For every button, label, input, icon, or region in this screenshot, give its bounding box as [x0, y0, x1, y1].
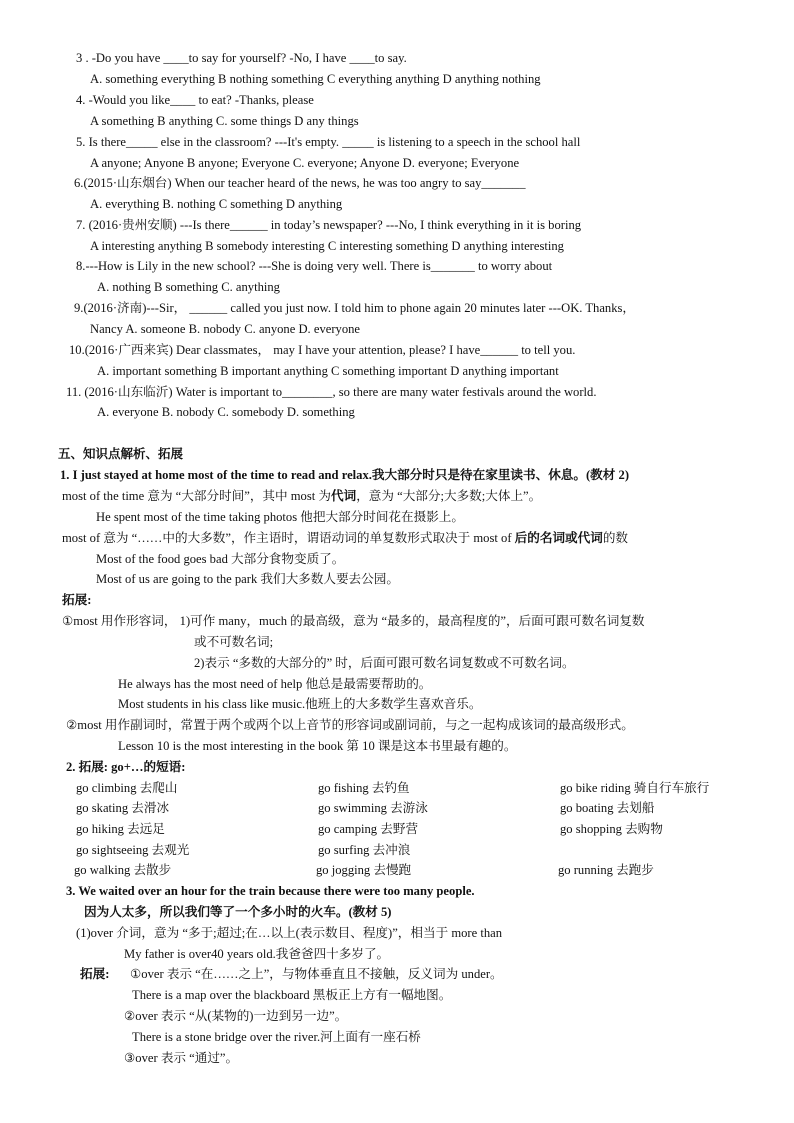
- question-8: 8.---How is Lily in the new school? ---She is doing very well. There is_______ to worry about: [76, 259, 553, 273]
- example-sentence: Most of us are going to the park 我们大多数人要去公园。: [96, 572, 399, 586]
- question-5-options: A anyone; Anyone B anyone; Everyone C. everyone; Anyone D. everyone; Everyone: [90, 156, 520, 170]
- question-3: 3 . -Do you have ____to say for yourself? -No, I have ____to say.: [76, 51, 407, 65]
- question-11: 11. (2016·山东临沂) Water is important to________, so there are many water festivals around the world.: [66, 385, 597, 399]
- phrase: go boating 去划船: [560, 801, 655, 815]
- question-7-options: A interesting anything B somebody interesting C interesting something D anything interesting: [90, 239, 564, 253]
- point-3-explanation: (1)over 介词，意为 “多于;超过;在…以上(表示数目、程度)”，相当于 more than: [76, 926, 503, 940]
- extension-label: 拓展:: [62, 593, 92, 607]
- over-usage-2: ②over 表示 “从(某物的)一边到另一边”。: [124, 1009, 348, 1023]
- example-sentence: Most students in his class like music.他班上的大多数学生喜欢音乐。: [118, 697, 482, 711]
- question-4-options: A something B anything C. some things D any things: [90, 114, 359, 128]
- phrase: go hiking 去远足: [76, 822, 165, 836]
- over-usage-1: ①over 表示 “在……之上”，与物体垂直且不接触，反义词为 under。: [130, 967, 503, 981]
- section-heading: 五、知识点解析、拓展: [58, 446, 184, 461]
- phrase: go swimming 去游泳: [318, 801, 428, 815]
- phrase: go jogging 去慢跑: [316, 863, 412, 877]
- example-sentence: He always has the most need of help 他总是最需要帮助的。: [118, 677, 432, 691]
- example-sentence: Lesson 10 is the most interesting in the book 第 10 课是这本书里最有趣的。: [118, 739, 517, 753]
- question-10: 10.(2016·广西来宾) Dear classmates， may I have your attention, please? I have______ to tell you.: [69, 343, 576, 357]
- phrase: go surfing 去冲浪: [318, 843, 411, 857]
- phrase: go skating 去滑冰: [76, 801, 170, 815]
- question-6: 6.(2015·山东烟台) When our teacher heard of the news, he was too angry to say_______: [74, 176, 526, 190]
- text: most of the time 意为 “大部分时间”，其中 most 为: [62, 489, 331, 503]
- phrase: go sightseeing 去观光: [76, 843, 190, 857]
- point-2-title: 2. 拓展: go+…的短语:: [66, 760, 186, 774]
- text: ，意为 “大部分;大多数;大体上”。: [356, 489, 542, 503]
- phrase: go bike riding 骑自行车旅行: [560, 781, 710, 795]
- question-9-options: Nancy A. someone B. nobody C. anyone D. everyone: [90, 322, 361, 336]
- question-5: 5. Is there_____ else in the classroom? ---It's empty. _____ is listening to a speech in the school hall: [76, 135, 581, 149]
- question-4: 4. -Would you like____ to eat? -Thanks, please: [76, 93, 314, 107]
- extension-2: ②most 用作副词时，常置于两个或两个以上音节的形容词或副词前，与之一起构成该词的最高级形式。: [66, 718, 634, 732]
- example-sentence: There is a stone bridge over the river.河上面有一座石桥: [132, 1030, 421, 1044]
- example-sentence: My father is over40 years old.我爸爸四十多岁了。: [124, 947, 390, 961]
- question-7: 7. (2016·贵州安顺) ---Is there______ in today’s newspaper? ---No, I think everything in it is boring: [76, 218, 582, 232]
- question-8-options: A. nothing B something C. anything: [97, 280, 280, 294]
- example-sentence: He spent most of the time taking photos 他把大部分时间花在摄影上。: [96, 510, 464, 524]
- text: 的数: [602, 531, 629, 545]
- point-3-title: 3. We waited over an hour for the train because there were too many people.: [66, 884, 475, 898]
- point-3-translation: 因为人太多，所以我们等了一个多小时的火车。(教材 5): [84, 905, 392, 919]
- phrase: go camping 去野营: [318, 822, 419, 836]
- point-1-explanation: [62, 488, 541, 504]
- emphasis-text: 代词: [331, 489, 357, 503]
- phrase: go walking 去散步: [74, 863, 172, 877]
- extension-1-cont: 或不可数名词;: [194, 635, 274, 649]
- text: most of 意为 “……中的大多数”，作主语时，谓语动词的单复数形式取决于 most of: [62, 531, 515, 545]
- phrase: go shopping 去购物: [560, 822, 663, 836]
- extension-1-point-2: 2)表示 “多数的大部分的” 时，后面可跟可数名词复数或不可数名词。: [194, 656, 575, 670]
- question-9: 9.(2016·济南)---Sir， ______ called you just now. I told him to phone again 20 minutes later ---OK. Thanks，: [74, 301, 636, 315]
- extension-1: ①most 用作形容词， 1)可作 many，much 的最高级，意为 “最多的，最高程度的”，后面可跟可数名词复数: [62, 614, 645, 628]
- example-sentence: Most of the food goes bad 大部分食物变质了。: [96, 552, 345, 566]
- question-3-options: A. something everything B nothing something C everything anything D anything nothing: [90, 72, 541, 86]
- point-1-title: 1. I just stayed at home most of the time to read and relax.我大部分时只是待在家里读书、休息。(教材 2): [60, 468, 630, 482]
- over-usage-3: ③over 表示 “通过”。: [124, 1051, 239, 1065]
- emphasis-text: 后的名词或代词: [514, 531, 603, 545]
- question-11-options: A. everyone B. nobody C. somebody D. something: [97, 405, 355, 419]
- question-6-options: A. everything B. nothing C something D anything: [90, 197, 343, 211]
- extension-label: 拓展:: [80, 967, 110, 981]
- question-10-options: A. important something B important anything C something important D anything important: [97, 364, 559, 378]
- example-sentence: There is a map over the blackboard 黑板正上方有一幅地图。: [132, 988, 452, 1002]
- phrase: go fishing 去钓鱼: [318, 781, 410, 795]
- point-1-usage: [62, 530, 628, 546]
- phrase: go climbing 去爬山: [76, 781, 178, 795]
- phrase: go running 去跑步: [558, 863, 654, 877]
